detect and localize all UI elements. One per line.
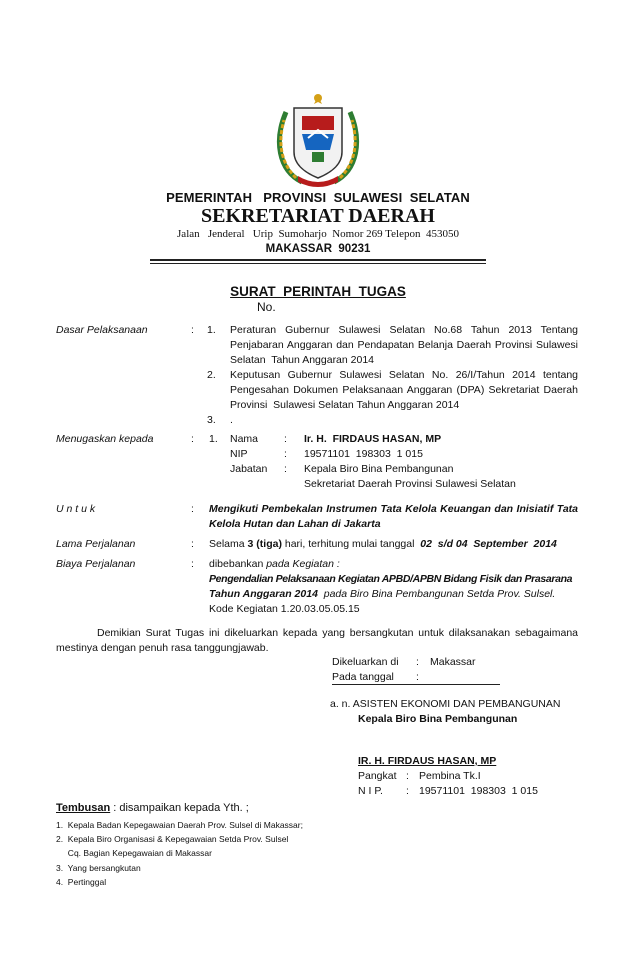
issued-date-label: Pada tanggal [332,671,394,683]
letterhead-city: MAKASSAR 90231 [265,243,371,255]
signature-on-behalf: a. n. ASISTEN EKONOMI DAN PEMBANGUNAN [330,698,561,710]
lama-colon: : [191,538,194,550]
dasar-item-1-line-2: Penjabaran Anggaran dan Pendapatan Belanja Daerah Provinsi Sulawesi [230,339,578,351]
nama-label: Nama [230,433,259,445]
dasar-item-2-line-1: Keputusan Gubernur Sulawesi Selatan No. 26/I/Tahun 2014 tentang [230,369,578,381]
pangkat-value: Pembina Tk.I [419,770,481,782]
signatory-nip-value: 19571101 198303 1 015 [419,785,538,797]
dasar-item-1-line-1: Peraturan Gubernur Sulawesi Selatan No.68 Tahun 2013 Tentang [230,324,578,336]
lama-label: Lama Perjalanan [56,538,136,550]
pangkat-sep: : [406,770,409,782]
biaya-line-3a: Tahun Anggaran 2014 [209,588,318,600]
lama-date: 02 s/d 04 September 2014 [420,538,557,550]
biaya-line-2: Pengendalian Pelaksanaan Kegiatan APBD/APBN Bidang Fisik dan Prasarana [209,573,573,585]
lama-duration: 3 (tiga) [247,538,282,550]
tembusan-item: 1. Kepala Badan Kepegawaian Daerah Prov. Sulsel di Makassar; [56,820,303,830]
signatory-nip-label: N I P. [358,785,383,797]
dasar-item-3-number: 3. [207,414,216,426]
dasar-item-3-line-1: . [230,414,233,426]
closing-line-2: mestinya dengan penuh rasa tanggungjawab. [56,642,269,654]
issued-place-value: Makassar [430,656,476,668]
biaya-line-1a: dibebankan [209,558,267,570]
letterhead-office-name: SEKRETARIAT DAERAH [201,205,435,227]
menugaskan-label: Menugaskan kepada [56,433,154,445]
biaya-line-3 [209,587,555,602]
signatory-nip-sep: : [406,785,409,797]
untuk-colon: : [191,503,194,515]
document-number-label: No. [257,300,276,314]
dasar-item-2-line-3: Provinsi Sulawesi Selatan Tahun Anggaran 2014 [230,399,460,411]
tembusan-item: 4. Pertinggal [56,877,107,887]
dasar-item-2-line-2: Pengesahan Dokumen Pelaksanaan Anggaran (DPA) Sekretariat Daerah [230,384,578,396]
untuk-line-2: Kelola Hutan dan Lahan di Jakarta [209,518,381,530]
dasar-item-1-number: 1. [207,324,216,336]
letterhead-divider-thin [150,263,486,264]
closing-line-1: Demikian Surat Tugas ini dikeluarkan kepada yang bersangkutan untuk dilaksanakan sebagaimana [97,627,578,639]
tembusan-heading [56,801,249,816]
jabatan-label: Jabatan [230,463,268,475]
issued-place-sep: : [416,656,419,668]
jabatan-value-line-2: Sekretariat Daerah Provinsi Sulawesi Selatan [304,478,516,490]
issued-place-label: Dikeluarkan di [332,656,399,668]
menugaskan-number: 1. [209,433,218,445]
tembusan-item: Cq. Bagian Kepegawaian di Makassar [56,848,212,858]
issued-date-sep: : [416,671,419,683]
lama-value [209,537,557,552]
signatory-name: IR. H. FIRDAUS HASAN, MP [358,755,497,767]
lama-pre: Selama [209,538,248,550]
biaya-line-1 [209,557,340,572]
menugaskan-colon: : [191,433,194,445]
nip-label: NIP [230,448,248,460]
letterhead-divider-thick [150,259,486,261]
dasar-label: Dasar Pelaksanaan [56,324,148,336]
nip-sep: : [284,448,287,460]
untuk-line-1: Mengikuti Pembekalan Instrumen Tata Kelola Keuangan dan Inisiatif Tata [209,503,578,515]
biaya-kode-kegiatan: Kode Kegiatan 1.20.03.05.05.15 [209,603,360,615]
nama-value: Ir. H. FIRDAUS HASAN, MP [304,433,442,445]
biaya-line-3b: pada Biro Bina Pembangunan Setda Prov. Sulsel. [317,588,556,600]
lama-mid: hari, terhitung mulai tanggal [281,538,421,550]
dasar-item-1-line-3: Selatan Tahun Anggaran 2014 [230,354,375,366]
tembusan-item: 2. Kepala Biro Organisasi & Kepegawaian Setda Prov. Sulsel [56,834,289,844]
untuk-label: U n t u k [56,503,96,515]
biaya-colon: : [191,558,194,570]
letterhead-government-name: PEMERINTAH PROVINSI SULAWESI SELATAN [166,190,470,205]
issued-date-underline [332,684,500,685]
document-title: SURAT PERINTAH TUGAS [230,284,406,299]
biaya-line-1b: pada Kegiatan : [266,558,340,570]
dasar-item-2-number: 2. [207,369,216,381]
provincial-emblem-logo [272,90,364,192]
jabatan-value-line-1: Kepala Biro Bina Pembangunan [304,463,454,475]
dasar-colon: : [191,324,194,336]
pangkat-label: Pangkat [358,770,397,782]
tembusan-item: 3. Yang bersangkutan [56,863,141,873]
nip-value: 19571101 198303 1 015 [304,448,423,460]
jabatan-sep: : [284,463,287,475]
tembusan-label: Tembusan [56,802,111,814]
tembusan-suffix: : disampaikan kepada Yth. ; [110,802,249,814]
signature-position: Kepala Biro Bina Pembangunan [358,713,518,725]
biaya-label: Biaya Perjalanan [56,558,136,570]
letterhead-address: Jalan Jenderal Urip Sumoharjo Nomor 269 Telepon 453050 [177,228,459,240]
nama-sep: : [284,433,287,445]
